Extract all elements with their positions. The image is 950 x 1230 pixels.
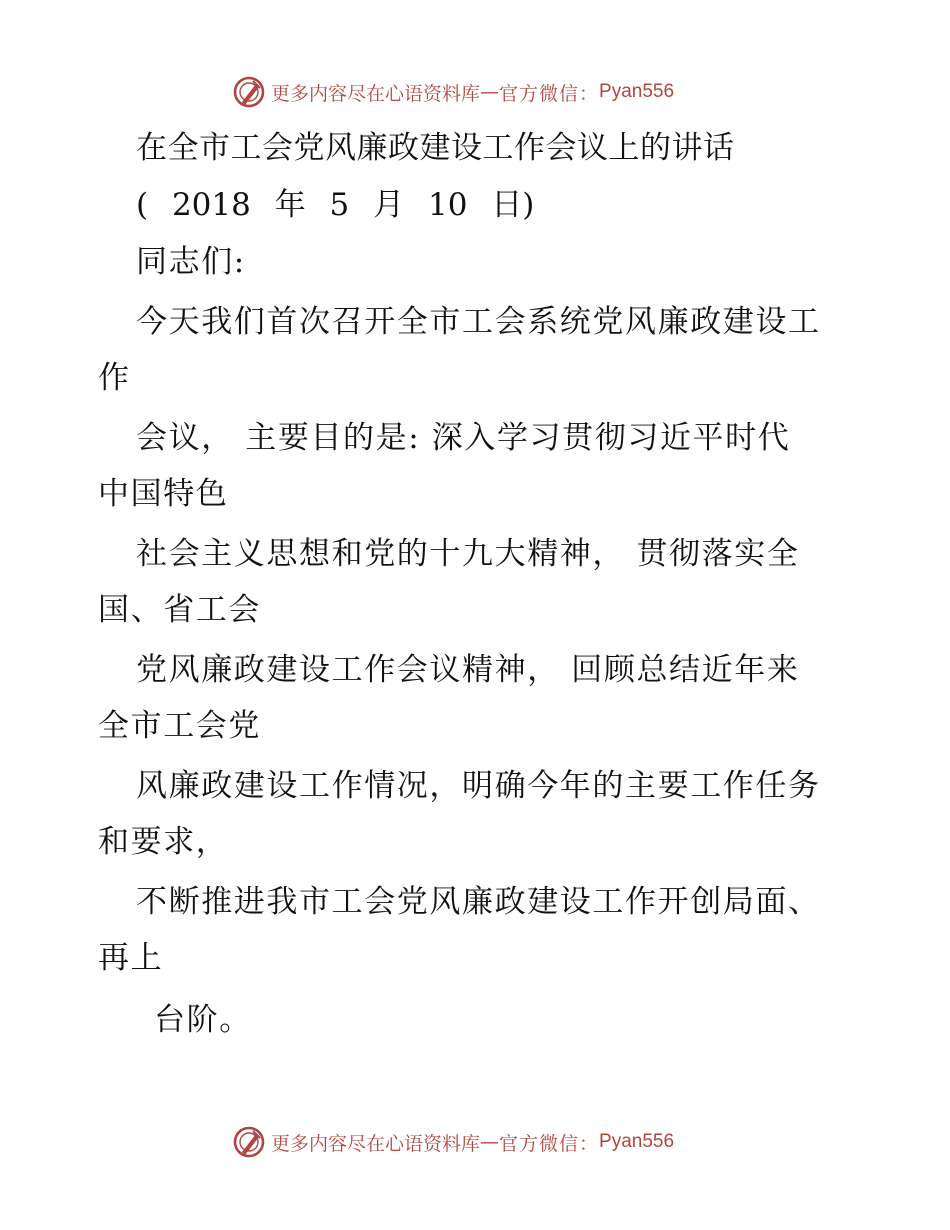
- body-line: 社会主义思想和党的十九大精神， 贯彻落实全: [136, 536, 800, 572]
- banner-wechat-id: Pyan556: [599, 1131, 675, 1152]
- body-line: 会议， 主要目的是: 深入学习贯彻习近平时代: [136, 420, 791, 456]
- banner-separator: —: [480, 81, 500, 103]
- body-line: 和要求，: [98, 824, 229, 860]
- body-line: 中国特色: [98, 476, 229, 512]
- body-line: 全市工会党: [98, 708, 261, 744]
- banner-site-text: 更多内容尽在心语资料库: [271, 1132, 481, 1155]
- banner-site-text: 更多内容尽在心语资料库: [271, 82, 481, 105]
- body-line: 党风廉政建设工作会议精神， 回顾总结近年来: [136, 652, 800, 688]
- document-title: 在全市工会党风廉政建设工作会议上的讲话: [136, 130, 735, 166]
- banner-wechat-label: 官方微信：: [499, 82, 600, 105]
- body-line: 不断推进我市工会党风廉政建设工作开创局面、: [136, 884, 821, 920]
- body-line: 今天我们首次召开全市工会系统党风廉政建设工: [136, 304, 821, 340]
- body-line: 风廉政建设工作情况，明确今年的主要工作任务: [136, 768, 821, 804]
- banner-wechat-id: Pyan556: [599, 81, 675, 102]
- body-line: 台阶。: [154, 1002, 252, 1038]
- document-greeting: 同志们:: [136, 244, 246, 280]
- body-line: 国、省工会: [98, 592, 261, 628]
- document-date: ( 2018 年 5 月 10 日): [136, 187, 535, 223]
- banner-wechat-label: 官方微信：: [499, 1132, 600, 1155]
- body-line: 再上: [98, 940, 164, 976]
- pen-circle-logo-icon: [232, 75, 266, 109]
- body-line: 作: [98, 360, 131, 396]
- header-watermark: [232, 72, 674, 112]
- pen-circle-logo-icon: [232, 1125, 266, 1159]
- banner-separator: —: [480, 1131, 500, 1153]
- footer-watermark: [232, 1122, 674, 1162]
